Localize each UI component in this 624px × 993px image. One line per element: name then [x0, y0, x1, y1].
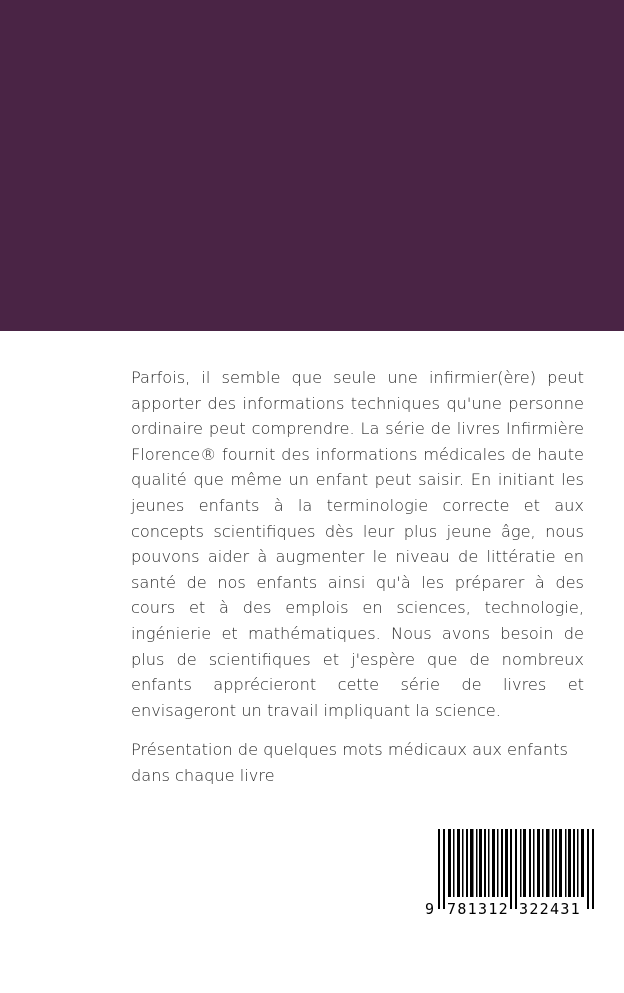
back-cover-blurb: Parfois, il semble que seule une infirmier(ère) peut apporter des informations techniques qu'une personne ordinaire peut comprendre. La série de livres Infirmière Florence® fournit des informations médicales de haute qualité que même un enfant peut saisir. En initiant les jeunes enfants à la terminologie correcte et aux concepts scientifiques dès leur plus jeune âge, nous pouvons aider à augmenter le niveau de littératie en santé de nos enfants ainsi qu'à les préparer à des cours et à des emplois en sciences, technologie, ingénierie et mathématiques. Nous avons besoin de plus de scientifiques et j'espère que de nombreux enfants apprécieront cette série de livres et envisageront un travail impliquant la science.	[131, 368, 584, 720]
cover-color-band	[0, 0, 624, 331]
back-cover-subtitle: Présentation de quelques mots médicaux aux enfants dans chaque livre	[131, 740, 568, 785]
isbn-left-digits: 781312	[447, 900, 509, 918]
isbn-prefix-digit: 9	[425, 900, 435, 918]
isbn-right-digits: 322431	[519, 900, 581, 918]
isbn-barcode	[418, 825, 608, 925]
